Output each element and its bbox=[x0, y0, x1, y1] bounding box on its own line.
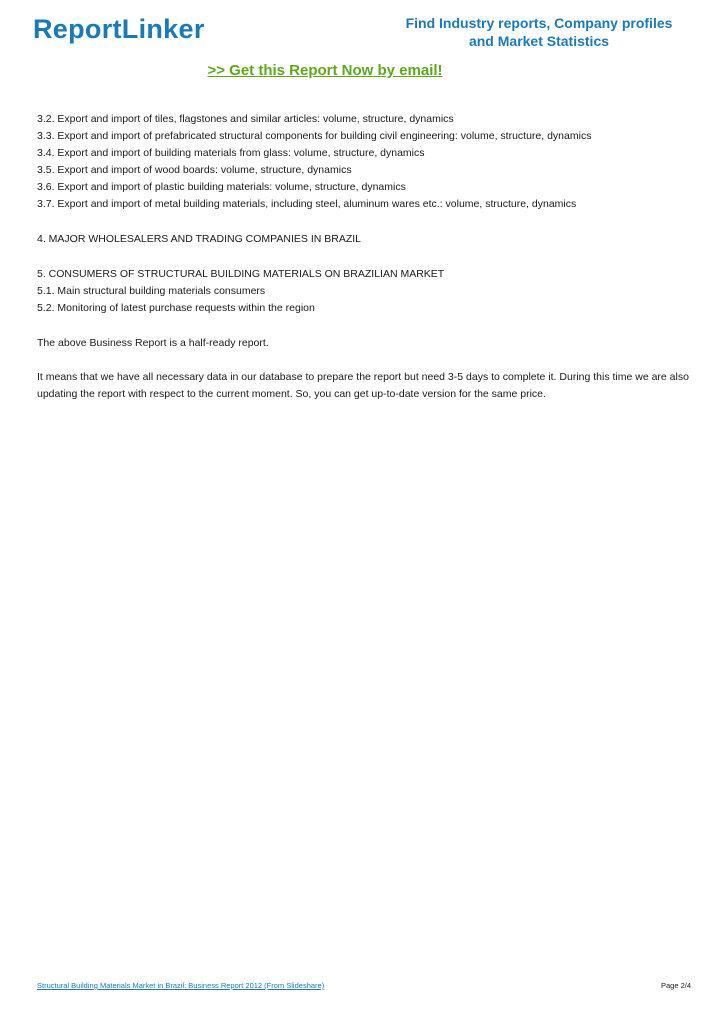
half-ready-note: The above Business Report is a half-ready report. bbox=[37, 337, 269, 349]
tagline-line-1: Find Industry reports, Company profiles bbox=[405, 15, 673, 31]
reportlinker-logo[interactable]: ReportLinker bbox=[33, 14, 205, 44]
footer-source-link[interactable]: Structural Building Materials Market in Brazil: Business Report 2012 (From Slideshare) bbox=[37, 981, 325, 990]
footer-divider bbox=[37, 977, 691, 978]
toc-list-section-3 bbox=[37, 111, 697, 213]
toc-item: 5.2. Monitoring of latest purchase requests within the region bbox=[37, 302, 315, 314]
tagline-line-2: and Market Statistics bbox=[468, 33, 610, 49]
get-report-link[interactable]: >> Get this Report Now by email! bbox=[207, 62, 443, 79]
toc-item: 3.6. Export and import of plastic building materials: volume, structure, dynamics bbox=[37, 181, 406, 193]
report-content bbox=[37, 111, 697, 403]
toc-item: 3.7. Export and import of metal building materials, including steel, aluminum wares etc.: volume, structure, dynamics bbox=[37, 198, 577, 210]
report-explanation: It means that we have all necessary data in our database to prepare the report but need 3-5 days to complete it. During this time we are also updating the report with respect to the current moment. So, you can get up-to-date version for the same price. bbox=[37, 371, 689, 400]
toc-item: 3.2. Export and import of tiles, flagstones and similar articles: volume, structure, dynamics bbox=[37, 113, 454, 125]
page-number: Page 2/4 bbox=[660, 981, 691, 990]
toc-item: 5.1. Main structural building materials consumers bbox=[37, 285, 266, 297]
section-5-heading: 5. CONSUMERS OF STRUCTURAL BUILDING MATERIALS ON BRAZILIAN MARKET bbox=[37, 268, 445, 280]
toc-item: 3.5. Export and import of wood boards: volume, structure, dynamics bbox=[37, 164, 352, 176]
toc-list-section-5 bbox=[37, 283, 697, 317]
section-4-heading: 4. MAJOR WHOLESALERS AND TRADING COMPANIES IN BRAZIL bbox=[37, 233, 362, 245]
toc-item: 3.3. Export and import of prefabricated structural components for building civil engineering: volume, structure, dynamics bbox=[37, 130, 592, 142]
header-tagline bbox=[378, 14, 700, 50]
toc-item: 3.4. Export and import of building materials from glass: volume, structure, dynamics bbox=[37, 147, 425, 159]
